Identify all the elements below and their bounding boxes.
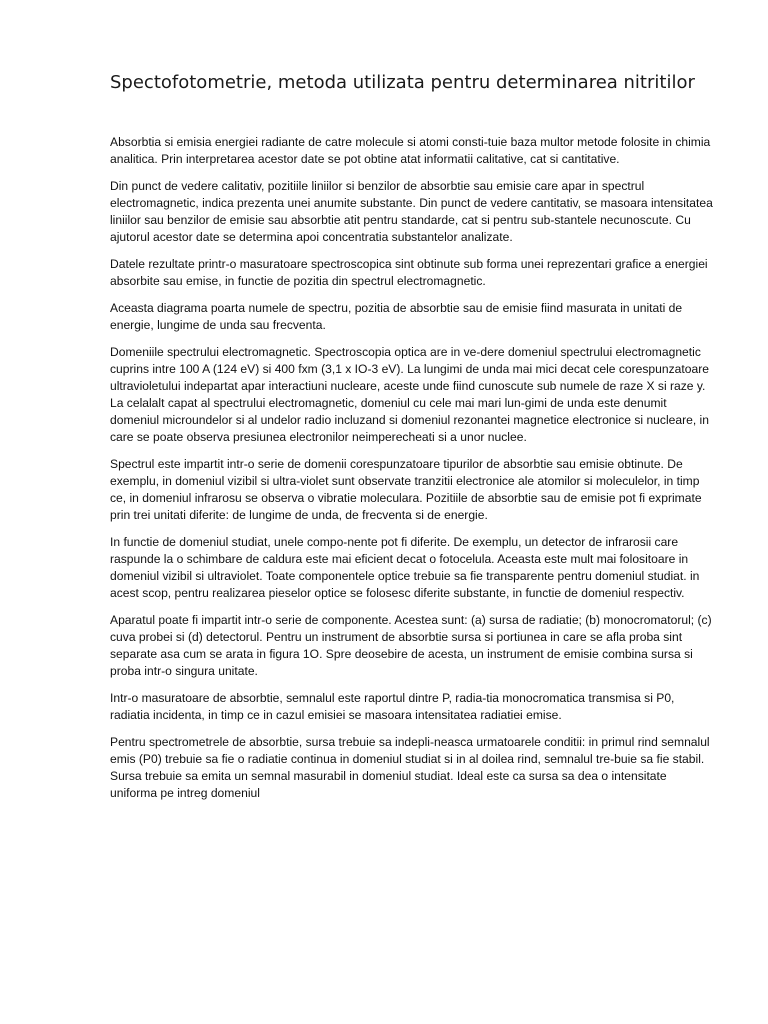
- paragraph-diagrama: Aceasta diagrama poarta numele de spectru, pozitia de absorbtie sau de emisie fiind masurata in unitati de energie, lungime de unda sau frecventa.: [110, 301, 683, 332]
- paragraph-absorbtia: Absorbtia si emisia energiei radiante de catre molecule si atomi consti-tuie baza multor metode folosite in chimia analitica. Prin interpretarea acestor date se pot obtine atat informatii calitative, cat si cantitative.: [110, 135, 711, 166]
- document-body: [110, 134, 715, 812]
- paragraph-domeniile: Domeniile spectrului electromagnetic. Spectroscopia optica are in ve-dere domeniul spectrului electromagnetic cuprins intre 100 A (124 eV) si 400 fxm (3,1 x IO-3 eV). La lungimi de unda mai mici decat cele corespunzatoare ultravioletului indepartat apar interactiuni nucleare, aceste unde fiind cunoscute sub numele de raze X si raze y. La celalalt capat al spectrului electromagnetic, domeniul cu cele mai mari lun-gimi de unda este denumit domeniul microundelor si al undelor radio incluzand si domeniul rezonantei magnetice electronice si nucleare, in care se poate observa presiunea electronilor neimperecheati si a unor nuclee.: [110, 345, 709, 444]
- document-title: Spectofotometrie, metoda utilizata pentru determinarea nitritilor: [110, 72, 695, 93]
- paragraph-spectrul: Spectrul este impartit intr-o serie de domenii corespunzatoare tipurilor de absorbtie sau emisie obtinute. De exemplu, in domeniul vizibil si ultra-violet sunt observate tranzitii electronice ale atomilor si moleculelor, in timp ce, in domeniul infrarosu se observa o vibratie moleculara. Pozitiile de absorbtie sau de emisie pot fi exprimate prin trei unitati diferite: de lungime de unda, de frecventa si de energie.: [110, 457, 702, 522]
- paragraph-calitativ: Din punct de vedere calitativ, pozitiile liniilor si benzilor de absorbtie sau emisie care apar in spectrul electromagnetic, indica prezenta unei anumite substante. Din punct de vedere cantitativ, se masoara intensitatea liniilor sau benzilor de emisie sau absorbtie atit pentru standarde, cat si pentru sub-stantele necunoscute. Cu ajutorul acestor date se determina apoi concentratia substantelor analizate.: [110, 179, 713, 244]
- paragraph-aparatul: Aparatul poate fi impartit intr-o serie de componente. Acestea sunt: (a) sursa de radiatie; (b) monocromatorul; (c) cuva probei si (d) detectorul. Pentru un instrument de absorbtie sursa si portiunea in care se afla proba sint separate asa cum se arata in figura 1O. Spre deosebire de acesta, un instrument de emisie combina sursa si proba intr-o singura unitate.: [110, 613, 712, 678]
- paragraph-semnal: Intr-o masuratoare de absorbtie, semnalul este raportul dintre P, radia-tia monocromatica transmisa si P0, radiatia incidenta, in timp ce in cazul emisiei se masoara intensitatea radiatiei emise.: [110, 691, 675, 722]
- paragraph-sursa: Pentru spectrometrele de absorbtie, sursa trebuie sa indepli-neasca urmatoarele conditii: in primul rind semnalul emis (P0) trebuie sa fie o radiatie continua in domeniul studiat si in al doilea rind, semnalul tre-buie sa fie stabil. Sursa trebuie sa emita un semnal masurabil in domeniul studiat. Ideal este ca sursa sa dea o intensitate uniforma pe intreg domeniul: [110, 735, 710, 800]
- paragraph-componente: In functie de domeniul studiat, unele compo-nente pot fi diferite. De exemplu, un detector de infrarosii care raspunde la o schimbare de caldura este mai eficient decat o fotocelula. Aceasta este mult mai folositoare in domeniul vizibil si ultraviolet. Toate componentele optice trebuie sa fie transparente pentru domeniul studiat. in acest scop, pentru realizarea pieselor optice se folosesc diferite substante, in functie de domeniul respectiv.: [110, 535, 700, 600]
- paragraph-datele: Datele rezultate printr-o masuratoare spectroscopica sint obtinute sub forma unei reprezentari grafice a energiei absorbite sau emise, in functie de pozitia din spectrul electromagnetic.: [110, 257, 708, 288]
